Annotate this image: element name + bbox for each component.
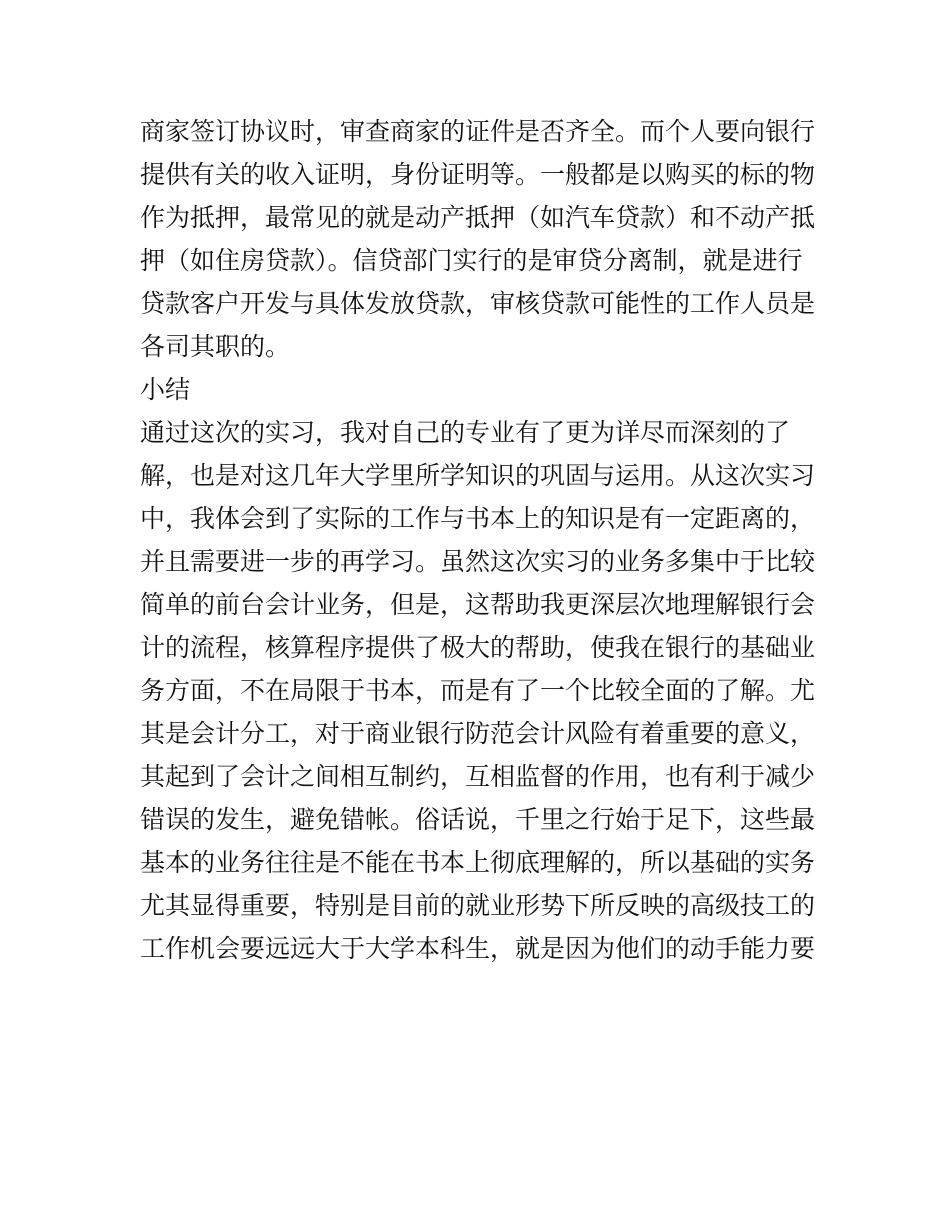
paragraph-1 (140, 110, 820, 368)
text-line: 作为抵押，最常见的就是动产抵押（如汽车贷款）和不动产抵 (140, 203, 816, 232)
text-line: 各司其职的。 (140, 332, 291, 361)
text-line: 错误的发生，避免错帐。俗话说，千里之行始于足下，这些最 (140, 805, 816, 834)
text-line: 商家签订协议时，审查商家的证件是否齐全。而个人要向银行 (140, 117, 816, 146)
text-line: 基本的业务往往是不能在书本上彻底理解的，所以基础的实务 (140, 848, 816, 877)
text-line: 解，也是对这几年大学里所学知识的巩固与运用。从这次实习 (140, 461, 816, 490)
document-body (140, 110, 820, 970)
text-line: 计的流程，核算程序提供了极大的帮助，使我在银行的基础业 (140, 633, 816, 662)
text-line: 通过这次的实习，我对自己的专业有了更为详尽而深刻的了 (140, 418, 791, 447)
text-line: 其是会计分工，对于商业银行防范会计风险有着重要的意义， (140, 719, 816, 748)
text-line: 中，我体会到了实际的工作与书本上的知识是有一定距离的， (140, 504, 816, 533)
text-line: 押（如住房贷款）。信贷部门实行的是审贷分离制，就是进行 (140, 246, 803, 275)
text-line: 并且需要进一步的再学习。虽然这次实习的业务多集中于比较 (140, 547, 816, 576)
paragraph-2 (140, 411, 820, 970)
text-line: 工作机会要远远大于大学本科生，就是因为他们的动手能力要 (140, 934, 816, 963)
section-heading: 小结 (140, 375, 191, 404)
text-line: 其起到了会计之间相互制约，互相监督的作用，也有利于减少 (140, 762, 816, 791)
text-line: 提供有关的收入证明，身份证明等。一般都是以购买的标的物 (140, 160, 816, 189)
text-line: 尤其显得重要，特别是目前的就业形势下所反映的高级技工的 (140, 891, 816, 920)
text-line: 简单的前台会计业务，但是，这帮助我更深层次地理解银行会 (140, 590, 816, 619)
text-line: 贷款客户开发与具体发放贷款，审核贷款可能性的工作人员是 (140, 289, 816, 318)
text-line: 务方面，不在局限于书本，而是有了一个比较全面的了解。尤 (140, 676, 816, 705)
